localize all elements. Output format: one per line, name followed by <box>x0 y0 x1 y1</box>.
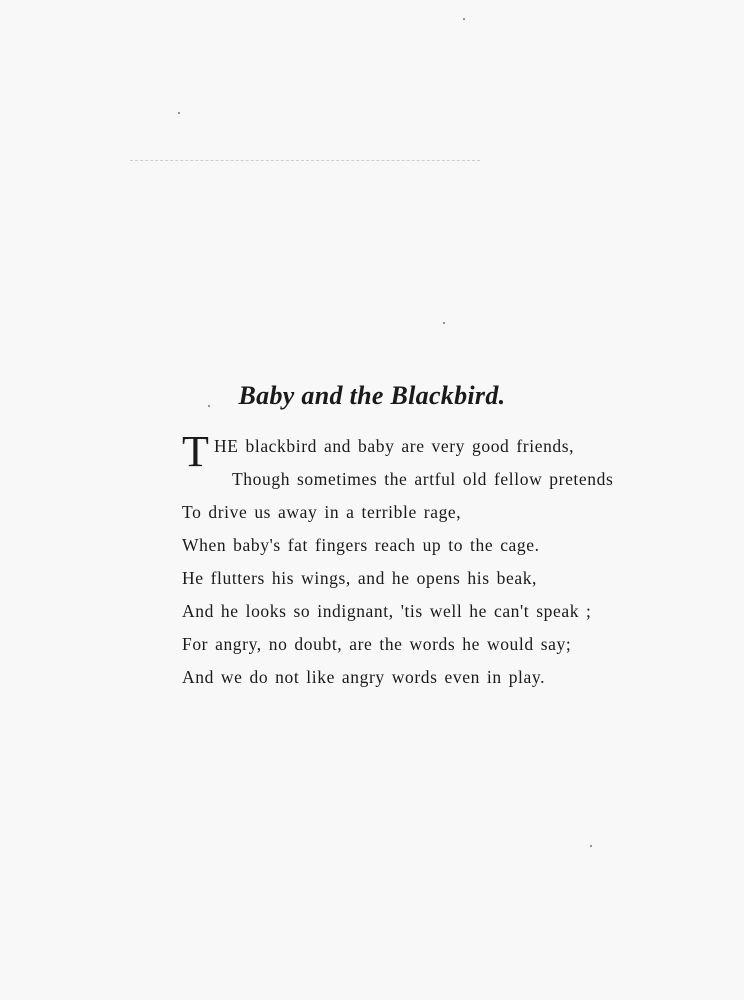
poem-line: To drive us away in a terrible rage, <box>182 502 462 522</box>
ink-speck <box>443 322 445 324</box>
poem-line: And he looks so indignant, 'tis well he can't speak ; <box>182 601 592 621</box>
ink-speck <box>463 18 465 20</box>
first-line-text: HE blackbird and baby are very good friends, <box>214 436 575 456</box>
poem-line-first <box>182 427 652 476</box>
faint-rule <box>130 160 480 161</box>
ink-speck <box>590 845 592 847</box>
drop-cap: T <box>182 427 210 476</box>
poem-line: Though sometimes the artful old fellow pretends <box>232 469 614 489</box>
poem-title: Baby and the Blackbird. <box>238 381 506 411</box>
poem-body <box>182 427 652 694</box>
ink-speck <box>178 112 180 114</box>
poem-line: And we do not like angry words even in play. <box>182 667 546 687</box>
poem-line: When baby's fat fingers reach up to the cage. <box>182 535 540 555</box>
poem-line: He flutters his wings, and he opens his beak, <box>182 568 538 588</box>
poem-line: For angry, no doubt, are the words he would say; <box>182 634 572 654</box>
